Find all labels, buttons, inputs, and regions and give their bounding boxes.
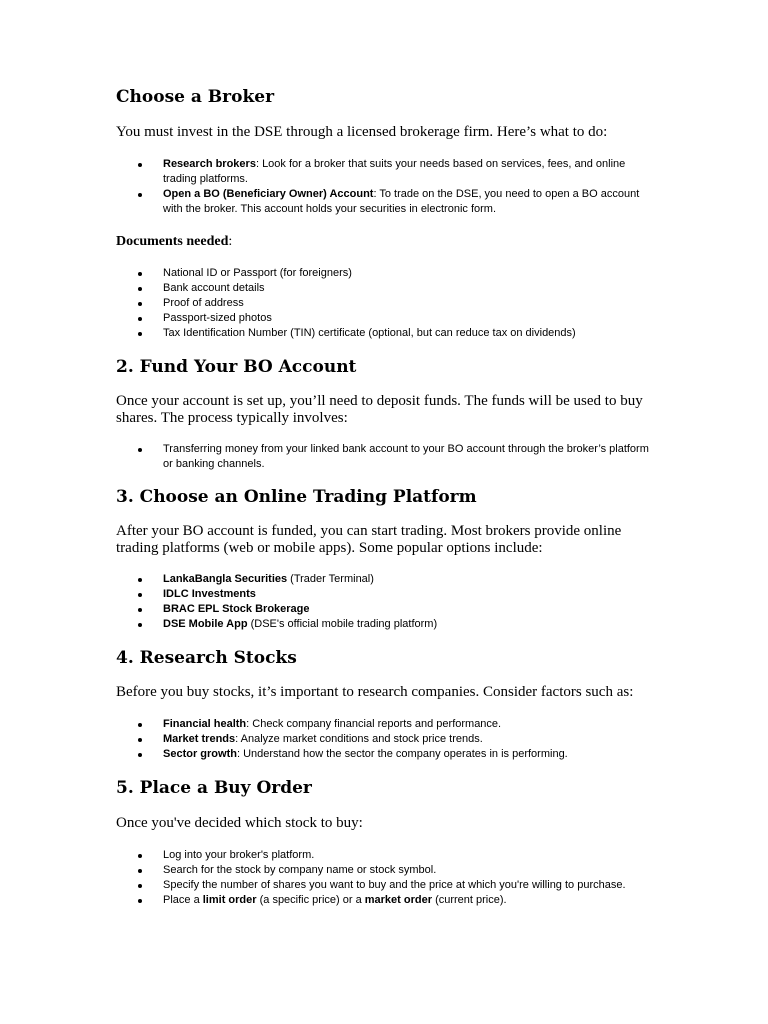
heading-trading-platform: 3. Choose an Online Trading Platform — [116, 487, 477, 507]
document-page — [116, 86, 656, 908]
list-item: Passport-sized photos — [163, 311, 656, 326]
text-financial-health: : Check company financial reports and performance. — [246, 718, 502, 730]
list-research-factors — [116, 717, 656, 762]
paragraph-broker-intro: You must invest in the DSE through a licensed brokerage firm. Here’s what to do: — [116, 124, 608, 140]
term-brac-epl: BRAC EPL Stock Brokerage — [163, 603, 310, 615]
text-current-price: (current price). — [432, 894, 507, 906]
term-market-trends: Market trends — [163, 733, 236, 745]
subheading-documents-needed — [116, 234, 656, 250]
list-item — [163, 732, 656, 747]
list-item — [163, 157, 656, 187]
list-item: Proof of address — [163, 296, 656, 311]
heading-research-stocks: 4. Research Stocks — [116, 648, 297, 668]
list-broker-steps — [116, 157, 656, 217]
list-item — [163, 572, 656, 587]
list-item: Transferring money from your linked bank account to your BO account through the broker’s platform or banking channels. — [163, 442, 656, 472]
text-lankabangla: (Trader Terminal) — [287, 573, 374, 585]
paragraph-platform-intro: After your BO account is funded, you can start trading. Most brokers provide online trading platforms (web or mobile apps). Some popular options include: — [116, 523, 622, 556]
text-or-a: (a specific price) or a — [256, 894, 365, 906]
list-fund-steps — [116, 442, 656, 472]
list-item — [163, 602, 656, 617]
list-item — [163, 587, 656, 602]
list-item — [163, 747, 656, 762]
list-item: Search for the stock by company name or stock symbol. — [163, 863, 656, 878]
list-item: Specify the number of shares you want to buy and the price at which you're willing to purchase. — [163, 878, 656, 893]
list-item — [163, 717, 656, 732]
heading-choose-broker: Choose a Broker — [116, 87, 275, 107]
heading-place-order: 5. Place a Buy Order — [116, 778, 312, 798]
list-order-steps — [116, 848, 656, 908]
term-limit-order: limit order — [202, 894, 257, 906]
heading-fund-account: 2. Fund Your BO Account — [116, 357, 357, 377]
list-item: National ID or Passport (for foreigners) — [163, 266, 656, 281]
term-market-order: market order — [364, 894, 433, 906]
text-market-trends: : Analyze market conditions and stock price trends. — [235, 733, 483, 745]
term-dse-mobile: DSE Mobile App — [163, 618, 248, 630]
documents-heading-colon: : — [228, 234, 233, 249]
list-item — [163, 893, 656, 908]
list-item — [163, 187, 656, 217]
text-dse-mobile: (DSE's official mobile trading platform) — [247, 618, 438, 630]
text-sector-growth: : Understand how the sector the company operates in is performing. — [236, 748, 568, 760]
paragraph-research-intro: Before you buy stocks, it’s important to research companies. Consider factors such as: — [116, 684, 634, 700]
term-sector-growth: Sector growth — [163, 748, 237, 760]
text-research-brokers: : Look for a broker that suits your needs based on services, fees, and online trading platforms. — [163, 158, 626, 185]
list-item: Bank account details — [163, 281, 656, 296]
term-lankabangla: LankaBangla Securities — [163, 573, 288, 585]
list-item: Tax Identification Number (TIN) certificate (optional, but can reduce tax on dividends) — [163, 326, 656, 341]
list-platforms — [116, 572, 656, 632]
list-item: Log into your broker's platform. — [163, 848, 656, 863]
paragraph-order-intro: Once you've decided which stock to buy: — [116, 815, 363, 831]
list-documents — [116, 266, 656, 341]
term-idlc: IDLC Investments — [163, 588, 256, 600]
documents-heading-text: Documents needed — [116, 234, 229, 249]
paragraph-fund-intro: Once your account is set up, you’ll need to deposit funds. The funds will be used to buy shares. The process typically involves: — [116, 393, 643, 426]
text-open-bo-account: : To trade on the DSE, you need to open a BO account with the broker. This account holds your securities in electronic form. — [163, 188, 640, 215]
list-item — [163, 617, 656, 632]
term-open-bo-account: Open a BO (Beneficiary Owner) Account — [163, 188, 374, 200]
term-financial-health: Financial health — [163, 718, 247, 730]
term-research-brokers: Research brokers — [163, 158, 256, 170]
text-place-a: Place a — [163, 894, 203, 906]
